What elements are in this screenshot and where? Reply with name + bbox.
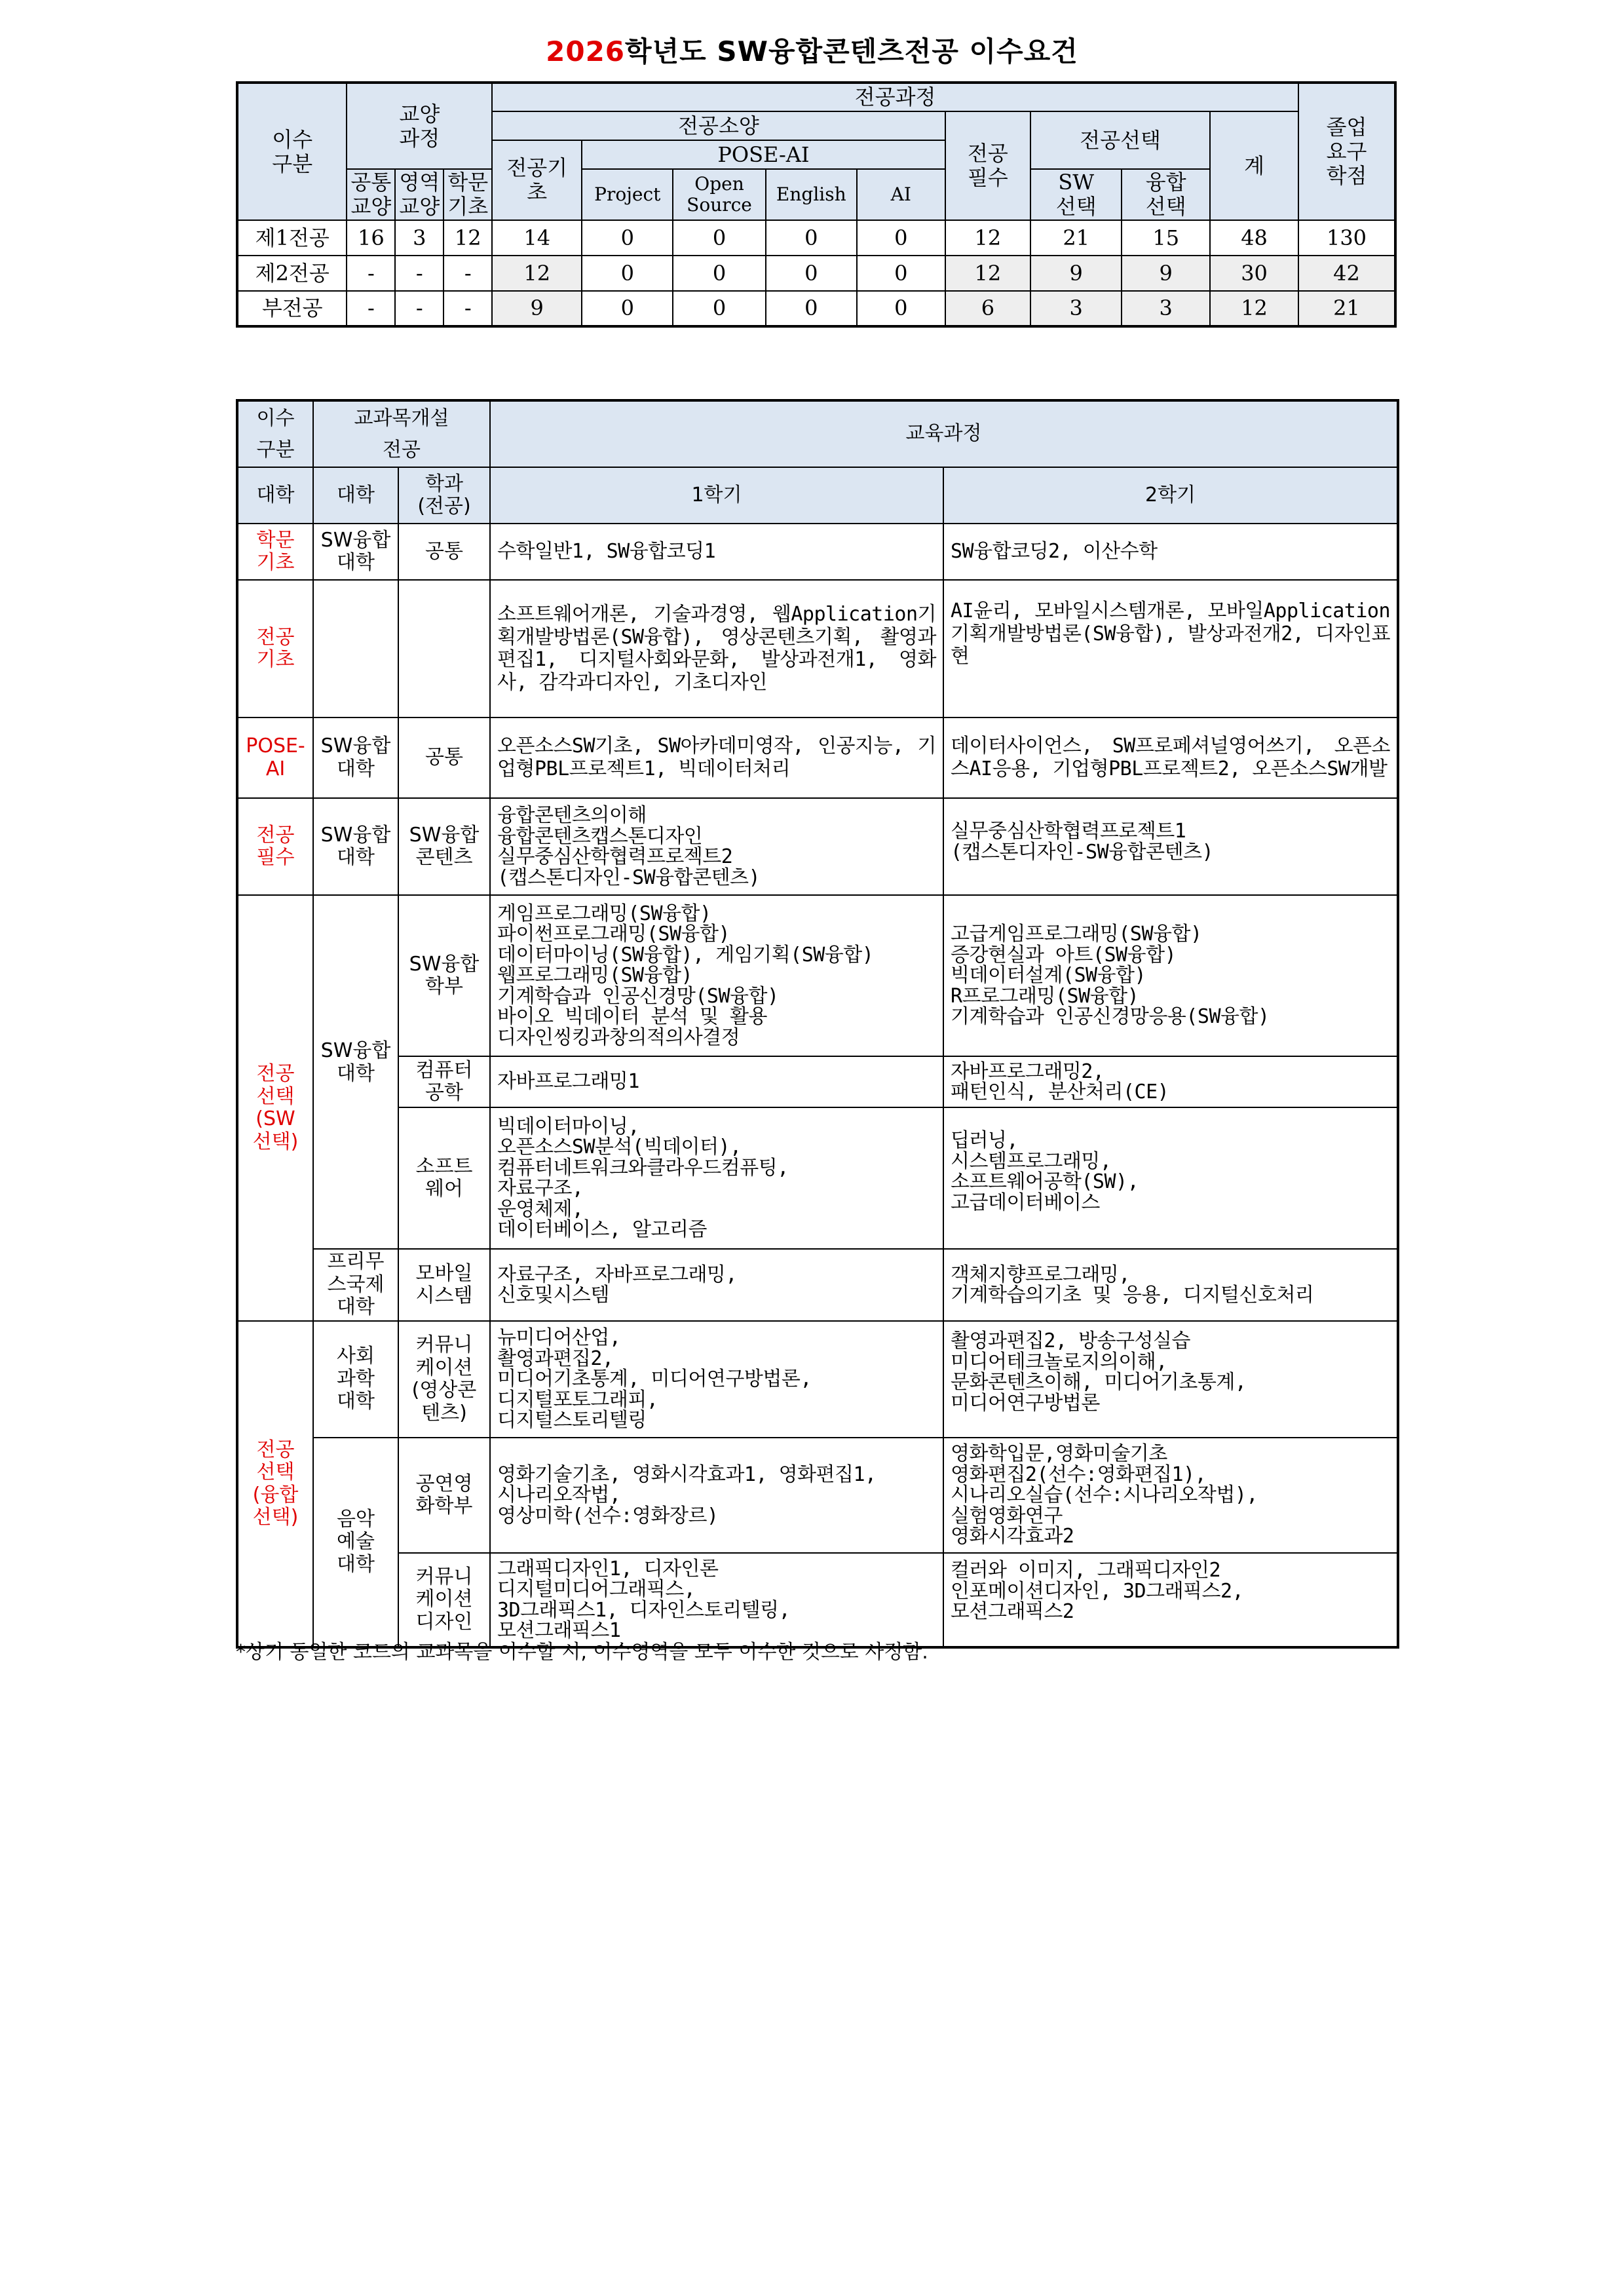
cell: 16 <box>347 220 395 256</box>
category-yung-seontaek: 전공 선택 (융합 선택) <box>237 1321 313 1647</box>
cell: 0 <box>766 256 857 291</box>
table-row <box>237 895 1398 1056</box>
dept-cell: SW융합 콘텐츠 <box>398 798 490 895</box>
cell: 0 <box>857 220 945 256</box>
cell: 15 <box>1122 220 1210 256</box>
sem2-courses: 객체지향프로그래밍, 기계학습의기초 및 응용, 디지털신호처리 <box>943 1249 1398 1321</box>
category-sw-seontaek: 전공 선택 (SW 선택) <box>237 895 313 1321</box>
req-header-open: Open Source <box>673 169 765 220</box>
sem1-courses: 그래픽디자인1, 디자인론 디지털미디어그래픽스, 3D그래픽스1, 디자인스토리텔링, 모션그래픽스1 <box>490 1553 943 1647</box>
college-cell: SW융합 대학 <box>313 718 398 798</box>
cell: 21 <box>1030 220 1122 256</box>
category-gicho: 전공 기초 <box>237 580 313 718</box>
table-row <box>237 291 1395 326</box>
sem2-courses: 자바프로그래밍2, 패턴인식, 분산처리(CE) <box>943 1056 1398 1107</box>
req-header-total: 계 <box>1210 111 1298 220</box>
sem1-courses: 영화기술기초, 영화시각효과1, 영화편집1, 시나리오작법, 영상미학(선수:영화장르) <box>490 1438 943 1553</box>
req-header-yeongyeok: 영역 교양 <box>395 169 444 220</box>
cell: 30 <box>1210 256 1298 291</box>
cell: 0 <box>673 256 765 291</box>
college-cell <box>313 580 398 718</box>
curriculum-table <box>236 399 1399 1649</box>
cell: 12 <box>1210 291 1298 326</box>
sem2-courses: 데이터사이언스, SW프로페셔널영어쓰기, 오픈소스AI응용, 기업형PBL프로젝트2, 오픈소스SW개발 <box>943 718 1398 798</box>
cell: 3 <box>395 220 444 256</box>
sem1-courses: 소프트웨어개론, 기술과경영, 웹Application기획개발방법론(SW융합), 영상콘텐츠기획, 촬영과편집1, 디지털사회와문화, 발상과전개1, 영화사, 감각과디자인, 기초디자인 <box>490 580 943 718</box>
table-row <box>237 1438 1398 1553</box>
college-cell: SW융합 대학 <box>313 524 398 580</box>
req-header-gyoyang: 교양 과정 <box>347 83 492 169</box>
cell: 130 <box>1298 220 1395 256</box>
cell: 12 <box>945 256 1030 291</box>
cell: - <box>444 256 492 291</box>
sem1-courses: 자료구조, 자바프로그래밍, 신호및시스템 <box>490 1249 943 1321</box>
req-header-pilsu: 전공 필수 <box>945 111 1030 220</box>
req-header-ai: AI <box>857 169 945 220</box>
req-header-sosyang: 전공소양 <box>492 111 945 140</box>
cell: 9 <box>1030 256 1122 291</box>
cell: - <box>444 291 492 326</box>
cell: - <box>347 256 395 291</box>
footnote: *상기 동일한 코드의 교과목을 이수할 시, 이수영역을 모두 이수한 것으로 사정함. <box>236 1641 928 1664</box>
cur-header-sem1: 1학기 <box>490 467 943 524</box>
cell: 3 <box>1030 291 1122 326</box>
requirements-table <box>236 81 1397 328</box>
sem2-courses: AI윤리, 모바일시스템개론, 모바일Application기획개발방법론(SW융합), 발상과전개2, 디자인표현 <box>943 580 1398 718</box>
sem1-courses: 뉴미디어산업, 촬영과편집2, 미디어기초통계, 미디어연구방법론, 디지털포토그래피, 디지털스토리텔링 <box>490 1321 943 1438</box>
sem2-courses: 실무중심산학협력프로젝트1 (캡스톤디자인-SW융합콘텐츠) <box>943 798 1398 895</box>
title-text: 학년도 SW융합콘텐츠전공 이수요건 <box>625 35 1078 67</box>
dept-cell: 커뮤니 케이션 디자인 <box>398 1553 490 1647</box>
sem2-courses: 고급게임프로그래밍(SW융합) 증강현실과 아트(SW융합) 빅데이터설계(SW융합) R프로그래밍(SW융합) 기계학습과 인공신경망응용(SW융합) <box>943 895 1398 1056</box>
req-header-hakmun: 학문 기초 <box>444 169 492 220</box>
cell: 14 <box>492 220 582 256</box>
cur-header-sem2: 2학기 <box>943 467 1398 524</box>
cur-header-open: 교과목개설 전공 <box>313 400 490 467</box>
dept-cell: 모바일 시스템 <box>398 1249 490 1321</box>
cur-header-isu: 이수 구분 <box>237 400 313 467</box>
cur-header-edu: 교육과정 <box>490 400 1398 467</box>
cell: 9 <box>492 291 582 326</box>
cell: 0 <box>857 291 945 326</box>
cur-header-daehak: 대학 <box>237 467 313 524</box>
sem2-courses: 영화학입문,영화미술기초 영화편집2(선수:영화편집1), 시나리오실습(선수:시나리오작법), 실험영화연구 영화시각효과2 <box>943 1438 1398 1553</box>
cur-header-college: 대학 <box>313 467 398 524</box>
cell: 0 <box>582 291 673 326</box>
table-row <box>237 798 1398 895</box>
title-year: 2026 <box>546 35 626 67</box>
table-row <box>237 1107 1398 1249</box>
sem1-courses: 융합콘텐츠의이해 융합콘텐츠캡스톤디자인 실무중심산학협력프로젝트2 (캡스톤디자인-SW융합콘텐츠) <box>490 798 943 895</box>
page-title <box>0 30 1624 69</box>
cell: - <box>347 291 395 326</box>
req-header-sw: SW 선택 <box>1030 169 1122 220</box>
cell: 0 <box>766 220 857 256</box>
table-row <box>237 1249 1398 1321</box>
cell: 21 <box>1298 291 1395 326</box>
college-cell: SW융합 대학 <box>313 798 398 895</box>
cell: 0 <box>673 220 765 256</box>
table-row <box>237 1321 1398 1438</box>
req-header-seontaek: 전공선택 <box>1030 111 1210 169</box>
table-row <box>237 580 1398 718</box>
req-header-project: Project <box>582 169 673 220</box>
cell: 3 <box>1122 291 1210 326</box>
cell: 0 <box>766 291 857 326</box>
cell: - <box>395 291 444 326</box>
req-header-grad: 졸업 요구 학점 <box>1298 83 1395 220</box>
dept-cell: 공통 <box>398 718 490 798</box>
table-row <box>237 718 1398 798</box>
row-label: 부전공 <box>237 291 347 326</box>
table-row <box>237 524 1398 580</box>
category-pose: POSE- AI <box>237 718 313 798</box>
college-cell: 프리무 스국제 대학 <box>313 1249 398 1321</box>
category-pilsu: 전공 필수 <box>237 798 313 895</box>
dept-cell: 커뮤니 케이션 (영상콘 텐츠) <box>398 1321 490 1438</box>
dept-cell: 공연영 화학부 <box>398 1438 490 1553</box>
sem2-courses: SW융합코딩2, 이산수학 <box>943 524 1398 580</box>
req-header-yung: 융합 선택 <box>1122 169 1210 220</box>
row-label: 제2전공 <box>237 256 347 291</box>
req-header-pose: POSE-AI <box>582 140 945 169</box>
sem1-courses: 게임프로그래밍(SW융합) 파이썬프로그래밍(SW융합) 데이터마이닝(SW융합), 게임기획(SW융합) 웹프로그래밍(SW융합) 기계학습과 인공신경망(SW융합) 바이오 빅데이터 분석 및 활용 디자인씽킹과창의적의사결정 <box>490 895 943 1056</box>
req-header-isu: 이수 구분 <box>237 83 347 220</box>
sem2-courses: 촬영과편집2, 방송구성실습 미디어테크놀로지의이해, 문화콘텐츠이해, 미디어기초통계, 미디어연구방법론 <box>943 1321 1398 1438</box>
cell: 48 <box>1210 220 1298 256</box>
req-header-gongtong: 공통 교양 <box>347 169 395 220</box>
req-header-major: 전공과정 <box>492 83 1298 111</box>
college-cell: SW융합 대학 <box>313 895 398 1249</box>
sem2-courses: 컬러와 이미지, 그래픽디자인2 인포메이션디자인, 3D그래픽스2, 모션그래픽스2 <box>943 1553 1398 1647</box>
table-row <box>237 1553 1398 1647</box>
table-row <box>237 256 1395 291</box>
cell: 12 <box>444 220 492 256</box>
dept-cell: 소프트 웨어 <box>398 1107 490 1249</box>
req-header-english: English <box>766 169 857 220</box>
cur-header-dept: 학과 (전공) <box>398 467 490 524</box>
row-label: 제1전공 <box>237 220 347 256</box>
college-cell: 사회 과학 대학 <box>313 1321 398 1438</box>
category-hakmun: 학문 기초 <box>237 524 313 580</box>
college-cell: 음악 예술 대학 <box>313 1438 398 1647</box>
sem1-courses: 자바프로그래밍1 <box>490 1056 943 1107</box>
cell: 42 <box>1298 256 1395 291</box>
cell: 6 <box>945 291 1030 326</box>
sem1-courses: 빅데이터마이닝, 오픈소스SW분석(빅데이터), 컴퓨터네트워크와클라우드컴퓨팅, 자료구조, 운영체제, 데이터베이스, 알고리즘 <box>490 1107 943 1249</box>
table-row <box>237 1056 1398 1107</box>
req-header-gicho: 전공기 초 <box>492 140 582 220</box>
cell: 12 <box>492 256 582 291</box>
cell: - <box>395 256 444 291</box>
cell: 0 <box>582 220 673 256</box>
sem1-courses: 오픈소스SW기초, SW아카데미영작, 인공지능, 기업형PBL프로젝트1, 빅데이터처리 <box>490 718 943 798</box>
cell: 12 <box>945 220 1030 256</box>
table-row <box>237 220 1395 256</box>
sem1-courses: 수학일반1, SW융합코딩1 <box>490 524 943 580</box>
dept-cell: 컴퓨터 공학 <box>398 1056 490 1107</box>
cell: 0 <box>582 256 673 291</box>
cell: 9 <box>1122 256 1210 291</box>
dept-cell <box>398 580 490 718</box>
dept-cell: 공통 <box>398 524 490 580</box>
dept-cell: SW융합 학부 <box>398 895 490 1056</box>
cell: 0 <box>673 291 765 326</box>
cell: 0 <box>857 256 945 291</box>
sem2-courses: 딥러닝, 시스템프로그래밍, 소프트웨어공학(SW), 고급데이터베이스 <box>943 1107 1398 1249</box>
